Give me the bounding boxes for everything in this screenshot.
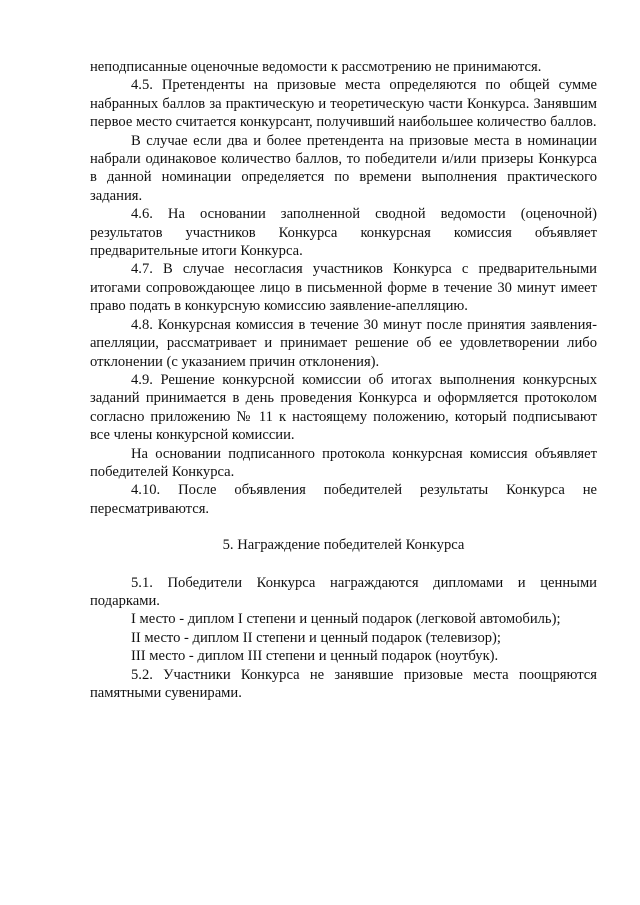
place-third: III место - диплом III степени и ценный подарок (ноутбук). [131, 648, 499, 665]
paragraph-5-2: 5.2. Участники Конкурса не занявшие призовые места поощряются памятными сувенирами. [90, 666, 597, 701]
place-first: I место - диплом I степени и ценный подарок (легковой автомобиль); [131, 611, 561, 628]
paragraph-tie-rule: В случае если два и более претендента на призовые места в номинации набрали одинаковое количество баллов, то победители и/или призеры Конкурса в данной номинации определяется по времени выполнения практического задания. [90, 132, 597, 204]
paragraph-4-10: 4.10. После объявления победителей результаты Конкурса не пересматриваются. [90, 482, 597, 517]
paragraph-4-6: 4.6. На основании заполненной сводной ведомости (оценочной) результатов участников Конкурса конкурсная комиссия объявляет предварительные итоги Конкурса. [90, 206, 597, 260]
paragraph-4-9: 4.9. Решение конкурсной комиссии об итогах выполнения конкурсных заданий принимается в день проведения Конкурса и оформляется протоколом согласно приложению № 11 к настоящему положению, который подписывают все члены конкурсной комиссии. [90, 371, 597, 444]
paragraph-protocol-announcement: На основании подписанного протокола конкурсная комиссия объявляет победителей Конкурса. [90, 445, 597, 480]
paragraph-4-8: 4.8. Конкурсная комиссия в течение 30 минут после принятия заявления-апелляции, рассматривает и принимает решение об ее удовлетворении либо отклонении (с указанием причин отклонения). [90, 316, 597, 370]
paragraph-continuation: неподписанные оценочные ведомости к рассмотрению не принимаются. [90, 59, 542, 75]
section-heading: 5. Награждение победителей Конкурса [222, 537, 465, 554]
place-second: II место - диплом II степени и ценный подарок (телевизор); [131, 629, 501, 646]
paragraph-5-1: 5.1. Победители Конкурса награждаются дипломами и ценными подарками. [90, 574, 597, 609]
paragraph-4-7: 4.7. В случае несогласия участников Конкурса с предварительными итогами сопровождающее лицо в письменной форме в течение 30 минут имеет право подать в конкурсную комиссию заявление-апелляцию. [90, 261, 597, 315]
document-page [90, 58, 597, 702]
paragraph-4-5: 4.5. Претенденты на призовые места определяются по общей сумме набранных баллов за практическую и теоретическую части Конкурса. Занявшим первое место считается конкурсант, получивший наибольшее количество баллов. [90, 77, 597, 131]
